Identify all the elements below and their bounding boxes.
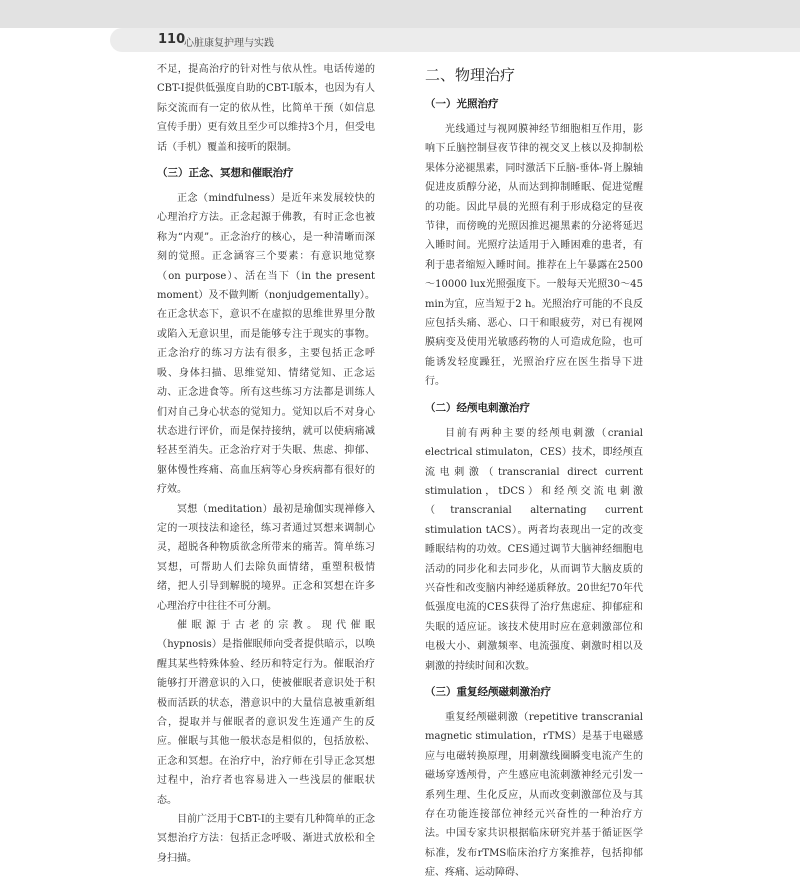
section-heading: （一）光照治疗 <box>425 98 499 110</box>
paragraph: 重复经颅磁刺激（repetitive transcranial magnetic stimulation，rTMS）是基于电磁感应与电磁转换原理，用刺激线圈瞬变电流产生的磁场穿透颅骨，产生感应电流刺激神经元引发一系列生理、生化反应，从而改变刺激部位及与其存在功能连接部位神经元兴奋性的一种治疗方法。中国专家共识根据临床研究并基于循证医学标准，发布rTMS临床治疗方案推荐，包括抑郁症、疼痛、运动障碍、 <box>425 711 643 879</box>
paragraph: 正念（mindfulness）是近年来发展较快的心理治疗方法。正念起源于佛教，有时正念也被称为“内观”。正念治疗的核心，是一种清晰而深刻的觉照。正念涵容三个要素：有意识地觉察（on purpose）、活在当下（in the present moment）及不做判断（nonjudgementally）。在正念状态下，意识不在虚拟的思维世界里分散或陷入无意识里，而是能够专注于现实的事物。正念治疗的练习方法有很多，主要包括正念呼吸、身体扫描、思维觉知、情绪觉知、正念运动、正念进食等。所有这些练习方法都是训练人们对自己身心状态的觉知力。觉知以后不对身心状态进行评价，而是保持接纳，就可以使病痛减轻甚至消失。正念治疗对于失眠、焦虑、抑郁、躯体慢性疼痛、高血压病等心身疾病都有很好的疗效。 <box>157 193 375 496</box>
page-number: 110 <box>158 32 186 47</box>
paragraph: 目前有两种主要的经颅电刺激（cranial electrical stimulaton，CES）技术，即经颅直流电刺激（transcranial direct current stimulation，tDCS）和经颅交流电刺激（transcranial alternating current stimulation tACS）。两者均表现出一定的改变睡眠结构的功效。CES通过调节大脑神经细胞电活动的同步化和去同步化，从而调节大脑皮质的兴奋性和改变脑内神经递质释放。20世纪70年代低强度电流的CES获得了治疗焦虑症、抑郁症和失眠的适应证。该技术使用时应在意刺激部位和电极大小、刺激频率、电流强度、刺激时相以及刺激的持续时间和次数。 <box>425 427 643 672</box>
top-gray-bar <box>0 0 800 28</box>
paragraph: 冥想（meditation）最初是瑜伽实现禅修入定的一项技法和途径，练习者通过冥想来调制心灵，超脱各种物质欲念所带来的痛苦。简单练习冥想，可帮助人们去除负面情绪，重塑积极情绪，把人引导到解脱的境界。正念和冥想在许多心理治疗中往往不可分割。 <box>157 503 375 612</box>
paragraph: 光线通过与视网膜神经节细胞相互作用，影响下丘脑控制昼夜节律的视交叉上核以及抑制松果体分泌褪黑素，同时激活下丘脑-垂体-肾上腺轴促进皮质醇分泌，从而达到抑制睡眠、促进觉醒的功能。因此早晨的光照有利于形成稳定的昼夜节律，而傍晚的光照因推迟褪黑素的分泌将延迟入睡时间。光照疗法适用于入睡困难的患者，有利于患者缩短入睡时间。推荐在上午暴露在2500～10000 lux光照强度下。一般每天光照30～45 min为宜，应当短于2 h。光照治疗可能的不良反应包括头痛、恶心、口干和眼疲劳，对已有视网膜病变及使用光敏感药物的人可造成危险，也可能诱发轻度躁狂，光照治疗应在医生指导下进行。 <box>425 124 643 388</box>
paragraph: 不足，提高治疗的针对性与依从性。电话传递的CBT-I提供低强度自助的CBT-I版本，也因为有人际交流而有一定的依从性，比简单干预（如信息宣传手册）更有效且至少可以维持3个月，但受电话（手机）覆盖和接听的限制。 <box>157 64 375 153</box>
running-title: 心脏康复护理与实践 <box>184 38 274 49</box>
section-heading: （二）经颅电刺激治疗 <box>425 401 530 414</box>
chapter-heading: 二、物理治疗 <box>425 66 516 84</box>
paragraph: 目前广泛用于CBT-I的主要有几种简单的正念冥想治疗方法：包括正念呼吸、渐进式放松和全身扫描。 <box>157 814 375 864</box>
right-column <box>425 60 643 883</box>
section-heading: （三）正念、冥想和催眠治疗 <box>157 167 294 180</box>
left-column <box>157 60 375 868</box>
paragraph: 催眠源于古老的宗教。现代催眠（hypnosis）是指催眠师向受者提供暗示，以唤醒其某些特殊体验、经历和特定行为。催眠治疗能够打开潜意识的入口，使被催眠者意识处于积极而活跃的状态，潜意识中的大量信息被重新组合，提取并与催眠者的意识发生连通产生的反应。催眠与其他一般状态是相似的，包括放松、正念和冥想。在治疗中，治疗师在引导正念冥想过程中，治疗者也容易进入一些浅层的催眠状态。 <box>157 619 375 806</box>
section-heading: （三）重复经颅磁刺激治疗 <box>425 685 551 698</box>
